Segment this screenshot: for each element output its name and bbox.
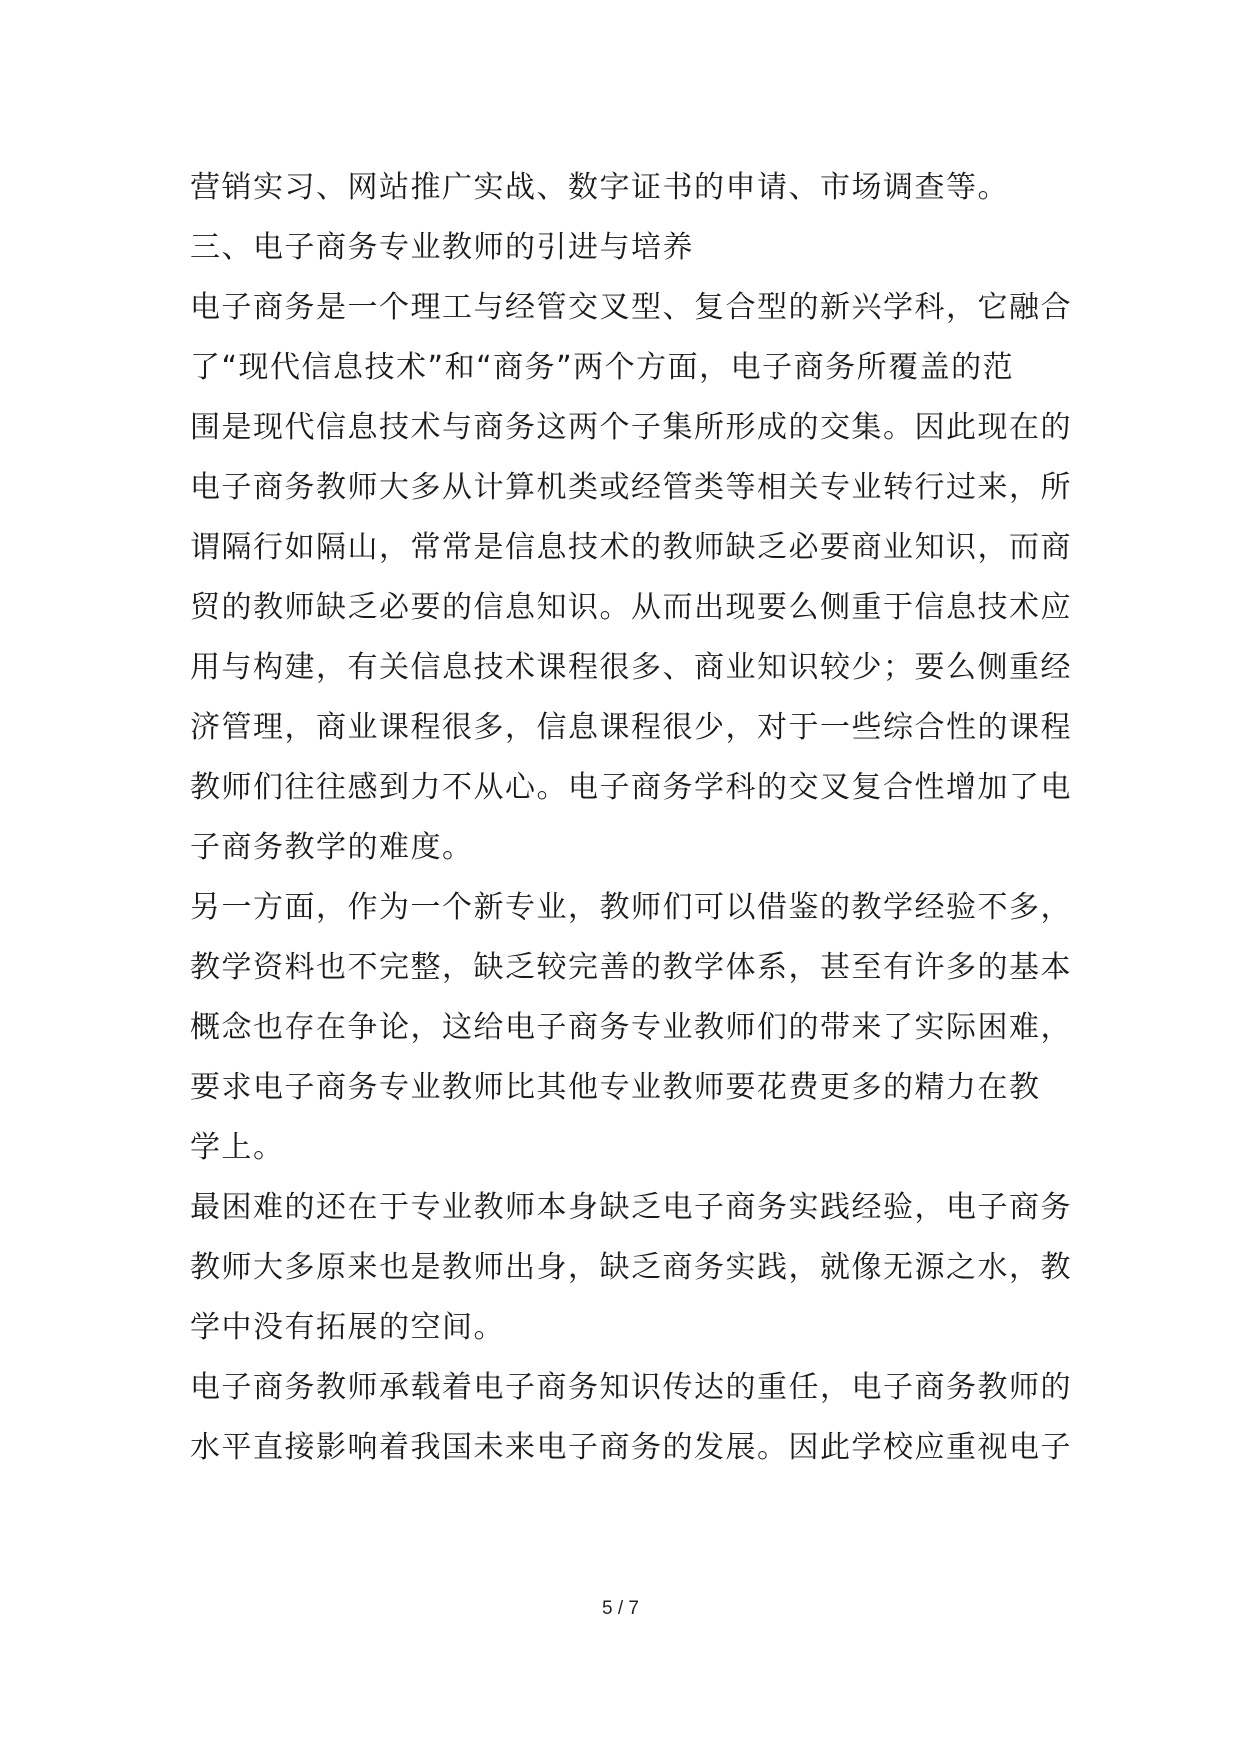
text-line: 子商务教学的难度。 bbox=[190, 830, 474, 865]
text-line: 学上。 bbox=[190, 1130, 285, 1165]
text-line: 谓隔行如隔山，常常是信息技术的教师缺乏必要商业知识，而商 bbox=[190, 530, 1072, 565]
text-line: 济管理，商业课程很多，信息课程很少，对于一些综合性的课程 bbox=[190, 710, 1072, 745]
section-heading: 三、电子商务专业教师的引进与培养 bbox=[190, 230, 694, 265]
text-line: 水平直接影响着我国未来电子商务的发展。因此学校应重视电子 bbox=[190, 1430, 1072, 1465]
text-line: 了“现代信息技术”和“商务”两个方面，电子商务所覆盖的范 bbox=[190, 350, 1015, 385]
text-line: 另一方面，作为一个新专业，教师们可以借鉴的教学经验不多， bbox=[190, 890, 1072, 925]
text-line: 教师们往往感到力不从心。电子商务学科的交叉复合性增加了电 bbox=[190, 770, 1072, 805]
text-line: 电子商务教师大多从计算机类或经管类等相关专业转行过来，所 bbox=[190, 470, 1072, 505]
text-line: 最困难的还在于专业教师本身缺乏电子商务实践经验，电子商务 bbox=[190, 1190, 1072, 1225]
text-line: 电子商务是一个理工与经管交叉型、复合型的新兴学科，它融合 bbox=[190, 290, 1072, 325]
text-line: 要求电子商务专业教师比其他专业教师要花费更多的精力在教 bbox=[190, 1070, 1041, 1105]
text-line: 教师大多原来也是教师出身，缺乏商务实践，就像无源之水，教 bbox=[190, 1250, 1072, 1285]
page-number: 5 / 7 bbox=[602, 1598, 639, 1619]
text-line: 用与构建，有关信息技术课程很多、商业知识较少；要么侧重经 bbox=[190, 650, 1072, 685]
text-line: 学中没有拓展的空间。 bbox=[190, 1310, 505, 1345]
document-body bbox=[190, 158, 1072, 1478]
text-line: 概念也存在争论，这给电子商务专业教师们的带来了实际困难， bbox=[190, 1010, 1072, 1045]
text-line: 教学资料也不完整，缺乏较完善的教学体系，甚至有许多的基本 bbox=[190, 950, 1072, 985]
text-line: 营销实习、网站推广实战、数字证书的申请、市场调查等。 bbox=[190, 170, 1009, 205]
text-line: 围是现代信息技术与商务这两个子集所形成的交集。因此现在的 bbox=[190, 410, 1072, 445]
text-line: 贸的教师缺乏必要的信息知识。从而出现要么侧重于信息技术应 bbox=[190, 590, 1072, 625]
text-line: 电子商务教师承载着电子商务知识传达的重任，电子商务教师的 bbox=[190, 1370, 1072, 1405]
